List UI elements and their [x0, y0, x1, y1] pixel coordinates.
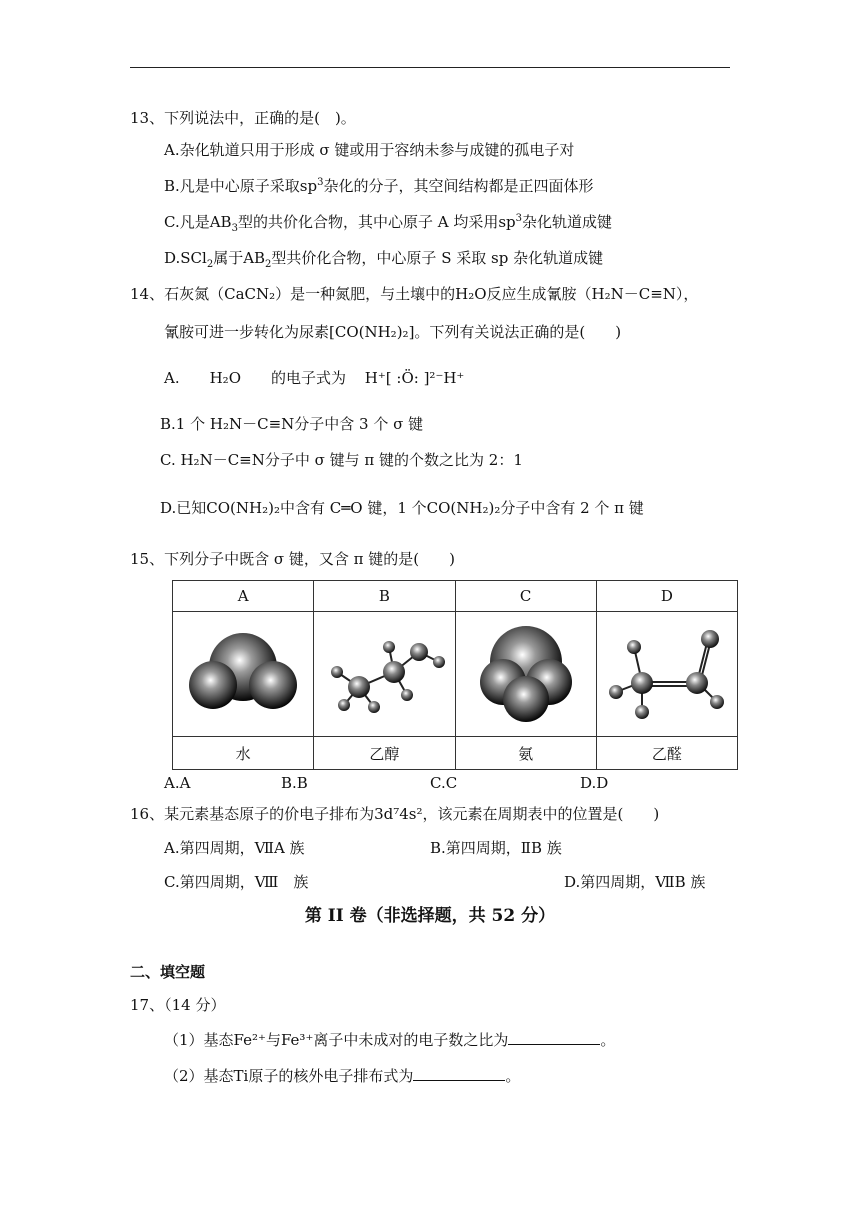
ti-element: Ti — [233, 1067, 249, 1085]
q14-option-b: B.1 个 H₂N－C≡N分子中含 3 个 σ 键 — [160, 415, 424, 433]
ethanol-model-cell — [314, 612, 455, 737]
q14-option-a — [164, 368, 464, 388]
water-model-cell — [173, 612, 314, 737]
q15-option-c: C.C — [430, 774, 458, 792]
q13-option-c: C.凡是$AB_3$型的共价化合物，其中心原子 A 均采用$sp^3$杂化轨道成键 — [164, 213, 613, 234]
q16-option-c: C.第四周期，Ⅷ 族 — [164, 873, 309, 891]
q15-option-d: D.D — [580, 774, 609, 792]
q13-stem: 13、下列说法中，正确的是( )。 — [130, 109, 356, 127]
ammonia-model-cell — [455, 612, 596, 737]
fe3-ion: Fe³⁺ — [280, 1031, 314, 1049]
q17-stem: 17、（14 分） — [130, 996, 226, 1014]
answer-blank-1[interactable] — [508, 1030, 600, 1045]
name-acetaldehyde: 乙醛 — [596, 737, 737, 770]
fe2-ion: Fe²⁺ — [233, 1031, 266, 1049]
q14-option-a-label: A. H₂O 的电子式为 — [164, 369, 346, 387]
name-ethanol: 乙醇 — [314, 737, 455, 770]
acetaldehyde-model-cell — [596, 612, 737, 737]
q13-option-a: A.杂化轨道只用于形成 σ 键或用于容纳未参与成键的孤电子对 — [164, 141, 575, 159]
q16-stem: 16、某元素基态原子的价电子排布为3d⁷4s²，该元素在周期表中的位置是( ) — [130, 805, 660, 823]
q15-stem: 15、下列分子中既含 σ 键，又含 π 键的是( ) — [130, 550, 455, 568]
electron-formula: H⁺[ :Ö: ]²⁻H⁺ — [364, 369, 465, 387]
q15-option-b: B.B — [281, 774, 308, 792]
q16-option-d: D.第四周期，ⅦB 族 — [564, 873, 706, 891]
table-header-a: A — [173, 581, 314, 612]
water-model-image — [178, 617, 308, 727]
q16-option-b: B.第四周期，ⅡB 族 — [430, 839, 562, 857]
table-header-d: D — [596, 581, 737, 612]
answer-blank-2[interactable] — [413, 1066, 505, 1081]
q17-part1: （1）基态Fe²⁺与Fe³⁺离子中未成对的电子数之比为 。 — [164, 1031, 616, 1049]
q14-stem-line1: 14、石灰氮（CaCN₂）是一种氮肥，与土壤中的H₂O反应生成氰胺（H₂N－C≡N）， — [130, 285, 699, 303]
q13-option-d: D.SCl$_2$属于$AB_2$型共价化合物，中心原子 S 采取 sp 杂化轨道成键 — [164, 249, 604, 270]
ammonia-model-image — [461, 617, 591, 727]
q14-option-d: D.已知CO(NH₂)₂中含有 C═O 键，1 个CO(NH₂)₂分子中含有 2 个 π 键 — [160, 499, 644, 517]
q16-option-a: A.第四周期，ⅦA 族 — [164, 839, 305, 857]
table-header-c: C — [455, 581, 596, 612]
q13-option-b: B.凡是中心原子采取$sp^3$杂化的分子，其空间结构都是正四面体形 — [164, 177, 594, 195]
part2-title: 第 II 卷（非选择题，共 52 分） — [304, 906, 556, 926]
q14-stem-line2: 氰胺可进一步转化为尿素[CO(NH₂)₂]。下列有关说法正确的是( ) — [164, 323, 622, 341]
ethanol-model-image — [319, 617, 449, 727]
section2-title: 二、填空题 — [130, 963, 206, 981]
q17-part2: （2）基态Ti原子的核外电子排布式为 。 — [164, 1067, 521, 1085]
acetaldehyde-model-image — [602, 617, 732, 727]
name-water: 水 — [173, 737, 314, 770]
q14-option-c: C. H₂N－C≡N分子中 σ 键与 π 键的个数之比为 2：1 — [160, 451, 523, 469]
table-header-b: B — [314, 581, 455, 612]
header-rule — [130, 67, 730, 68]
name-ammonia: 氨 — [455, 737, 596, 770]
q15-option-a: A.A — [164, 774, 191, 792]
molecule-table — [172, 580, 738, 770]
